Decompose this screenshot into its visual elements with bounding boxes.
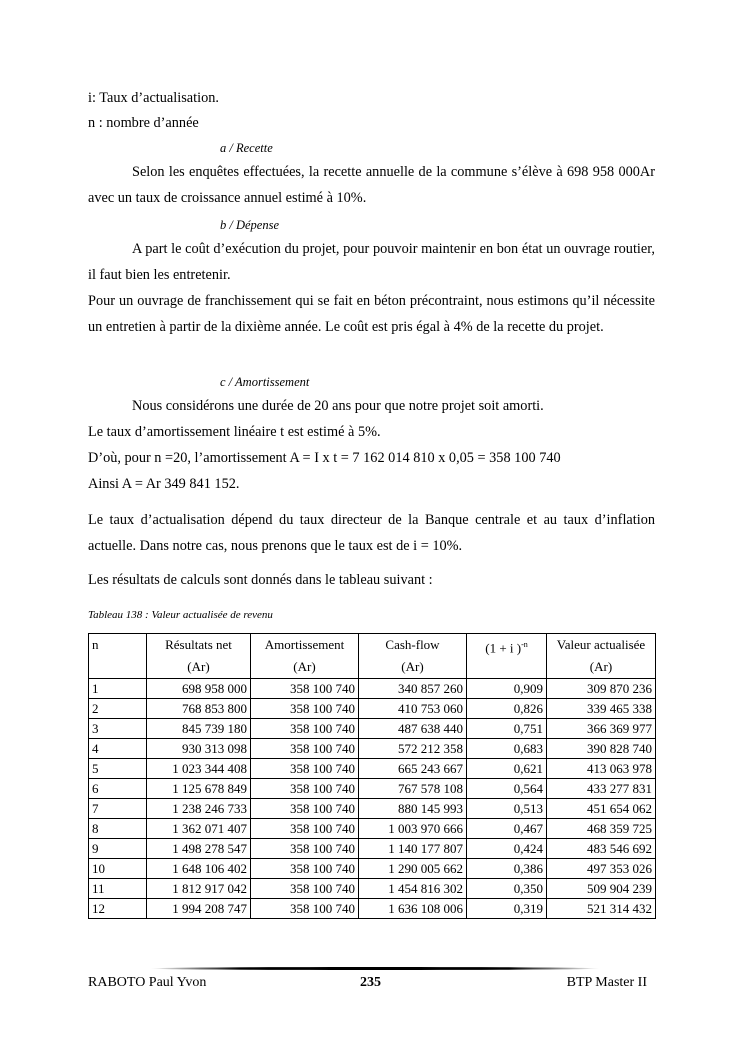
paragraph-depense-2: Pour un ouvrage de franchissement qui se fait en béton précontraint, nous estimons qu’il nécessite un entretien à partir de la dixième année. Le coût est pris égal à 4% de la recette du projet. bbox=[88, 293, 655, 335]
table-cell: 3 bbox=[89, 719, 147, 739]
table-cell: 845 739 180 bbox=[147, 719, 251, 739]
table-cell: 339 465 338 bbox=[547, 699, 656, 719]
table-cell: 358 100 740 bbox=[251, 739, 359, 759]
table-cell: 698 958 000 bbox=[147, 679, 251, 699]
header-unit: (Ar) bbox=[401, 659, 424, 674]
table-cell: 0,683 bbox=[467, 739, 547, 759]
paragraph-amort-1: Nous considérons une durée de 20 ans pour que notre projet soit amorti. bbox=[132, 398, 544, 414]
table-cell: 0,564 bbox=[467, 779, 547, 799]
table-cell: 521 314 432 bbox=[547, 899, 656, 919]
header-label: Résultats net bbox=[165, 637, 232, 652]
column-header bbox=[359, 634, 467, 679]
table-cell: 2 bbox=[89, 699, 147, 719]
table-cell: 0,513 bbox=[467, 799, 547, 819]
table-row bbox=[89, 759, 656, 779]
column-header bbox=[547, 634, 656, 679]
table-cell: 487 638 440 bbox=[359, 719, 467, 739]
table-cell: 4 bbox=[89, 739, 147, 759]
table-cell: 358 100 740 bbox=[251, 679, 359, 699]
column-header bbox=[147, 634, 251, 679]
table-row bbox=[89, 739, 656, 759]
table-cell: 9 bbox=[89, 839, 147, 859]
table-cell: 358 100 740 bbox=[251, 699, 359, 719]
table-cell: 11 bbox=[89, 879, 147, 899]
paragraph-amort-4: Ainsi A = Ar 349 841 152. bbox=[88, 476, 240, 492]
column-header bbox=[467, 634, 547, 679]
table-cell: 509 904 239 bbox=[547, 879, 656, 899]
table-caption: Tableau 138 : Valeur actualisée de revenu bbox=[88, 609, 273, 621]
header-label: Valeur actualisée bbox=[556, 637, 646, 652]
table-cell: 930 313 098 bbox=[147, 739, 251, 759]
table-cell: 0,386 bbox=[467, 859, 547, 879]
table-row bbox=[89, 779, 656, 799]
table-cell: 451 654 062 bbox=[547, 799, 656, 819]
table-cell: 413 063 978 bbox=[547, 759, 656, 779]
definition-i: i: Taux d’actualisation. bbox=[88, 90, 219, 106]
table-cell: 497 353 026 bbox=[547, 859, 656, 879]
table-cell: 665 243 667 bbox=[359, 759, 467, 779]
table-row bbox=[89, 699, 656, 719]
table-row bbox=[89, 839, 656, 859]
paragraph-amort-2: Le taux d’amortissement linéaire t est estimé à 5%. bbox=[88, 424, 381, 440]
header-unit: (Ar) bbox=[293, 659, 316, 674]
table-row bbox=[89, 879, 656, 899]
table-cell: 1 140 177 807 bbox=[359, 839, 467, 859]
column-header bbox=[89, 634, 147, 679]
table-row bbox=[89, 719, 656, 739]
table-cell: 1 bbox=[89, 679, 147, 699]
table-cell: 1 003 970 666 bbox=[359, 819, 467, 839]
table-cell: 433 277 831 bbox=[547, 779, 656, 799]
table-row bbox=[89, 859, 656, 879]
header-label: Cash-flow bbox=[385, 637, 440, 652]
table-cell: 1 648 106 402 bbox=[147, 859, 251, 879]
table-cell: 0,909 bbox=[467, 679, 547, 699]
table-cell: 1 994 208 747 bbox=[147, 899, 251, 919]
table-cell: 1 362 071 407 bbox=[147, 819, 251, 839]
subheading-recette: a / Recette bbox=[220, 141, 273, 155]
table-cell: 767 578 108 bbox=[359, 779, 467, 799]
table-cell: 0,350 bbox=[467, 879, 547, 899]
footer-program: BTP Master II bbox=[566, 975, 647, 990]
table-row bbox=[89, 799, 656, 819]
table-cell: 340 857 260 bbox=[359, 679, 467, 699]
table-cell: 309 870 236 bbox=[547, 679, 656, 699]
table-cell: 358 100 740 bbox=[251, 779, 359, 799]
table-cell: 0,826 bbox=[467, 699, 547, 719]
table-cell: 1 636 108 006 bbox=[359, 899, 467, 919]
table-cell: 768 853 800 bbox=[147, 699, 251, 719]
table-cell: 880 145 993 bbox=[359, 799, 467, 819]
paragraph-amort-3: D’où, pour n =20, l’amortissement A = I x t = 7 162 014 810 x 0,05 = 358 100 740 bbox=[88, 450, 561, 466]
footer-rule bbox=[150, 967, 600, 970]
header-label: (1 + i ) bbox=[485, 640, 522, 656]
paragraph-recette: Selon les enquêtes effectuées, la recette annuelle de la commune s’élève à 698 958 000Ar avec un taux de croissance annuel estimé à 10%. bbox=[88, 164, 655, 206]
table-cell: 10 bbox=[89, 859, 147, 879]
table-cell: 1 238 246 733 bbox=[147, 799, 251, 819]
header-unit: (Ar) bbox=[589, 659, 613, 674]
table-cell: 1 498 278 547 bbox=[147, 839, 251, 859]
revenue-table bbox=[88, 633, 656, 919]
table-cell: 0,751 bbox=[467, 719, 547, 739]
table-cell: 358 100 740 bbox=[251, 759, 359, 779]
table-cell: 358 100 740 bbox=[251, 839, 359, 859]
column-header bbox=[251, 634, 359, 679]
definition-n: n : nombre d’année bbox=[88, 115, 199, 131]
table-row bbox=[89, 679, 656, 699]
subheading-amortissement: c / Amortissement bbox=[220, 375, 310, 389]
page-number: 235 bbox=[360, 975, 381, 990]
table-cell: 5 bbox=[89, 759, 147, 779]
table-cell: 468 359 725 bbox=[547, 819, 656, 839]
table-cell: 1 812 917 042 bbox=[147, 879, 251, 899]
table-cell: 366 369 977 bbox=[547, 719, 656, 739]
table-cell: 390 828 740 bbox=[547, 739, 656, 759]
table-cell: 6 bbox=[89, 779, 147, 799]
table-cell: 7 bbox=[89, 799, 147, 819]
table-cell: 358 100 740 bbox=[251, 819, 359, 839]
table-cell: 483 546 692 bbox=[547, 839, 656, 859]
table-row bbox=[89, 899, 656, 919]
header-exponent: -n bbox=[521, 640, 528, 649]
table-cell: 358 100 740 bbox=[251, 799, 359, 819]
table-cell: 0,424 bbox=[467, 839, 547, 859]
table-cell: 1 023 344 408 bbox=[147, 759, 251, 779]
table-row bbox=[89, 819, 656, 839]
subheading-depense: b / Dépense bbox=[220, 218, 280, 232]
paragraph-depense-1: A part le coût d’exécution du projet, pour pouvoir maintenir en bon état un ouvrage routier, il faut bien les entretenir. bbox=[88, 241, 655, 283]
paragraph-actualisation: Le taux d’actualisation dépend du taux directeur de la Banque centrale et au taux d’inflation actuelle. Dans notre cas, nous prenons que le taux est de i = 10%. bbox=[88, 512, 655, 554]
table-cell: 1 290 005 662 bbox=[359, 859, 467, 879]
footer-author: RABOTO Paul Yvon bbox=[88, 975, 207, 990]
table-cell: 572 212 358 bbox=[359, 739, 467, 759]
table-cell: 358 100 740 bbox=[251, 899, 359, 919]
table-cell: 1 125 678 849 bbox=[147, 779, 251, 799]
header-unit: (Ar) bbox=[187, 659, 210, 674]
table-cell: 410 753 060 bbox=[359, 699, 467, 719]
table-cell: 1 454 816 302 bbox=[359, 879, 467, 899]
header-label: Amortissement bbox=[264, 637, 345, 652]
header-label: n bbox=[92, 637, 99, 652]
table-cell: 358 100 740 bbox=[251, 879, 359, 899]
table-cell: 0,319 bbox=[467, 899, 547, 919]
table-cell: 358 100 740 bbox=[251, 859, 359, 879]
table-cell: 0,467 bbox=[467, 819, 547, 839]
table-cell: 0,621 bbox=[467, 759, 547, 779]
table-cell: 8 bbox=[89, 819, 147, 839]
table-cell: 12 bbox=[89, 899, 147, 919]
paragraph-intro-table: Les résultats de calculs sont donnés dans le tableau suivant : bbox=[88, 572, 433, 588]
table-cell: 358 100 740 bbox=[251, 719, 359, 739]
